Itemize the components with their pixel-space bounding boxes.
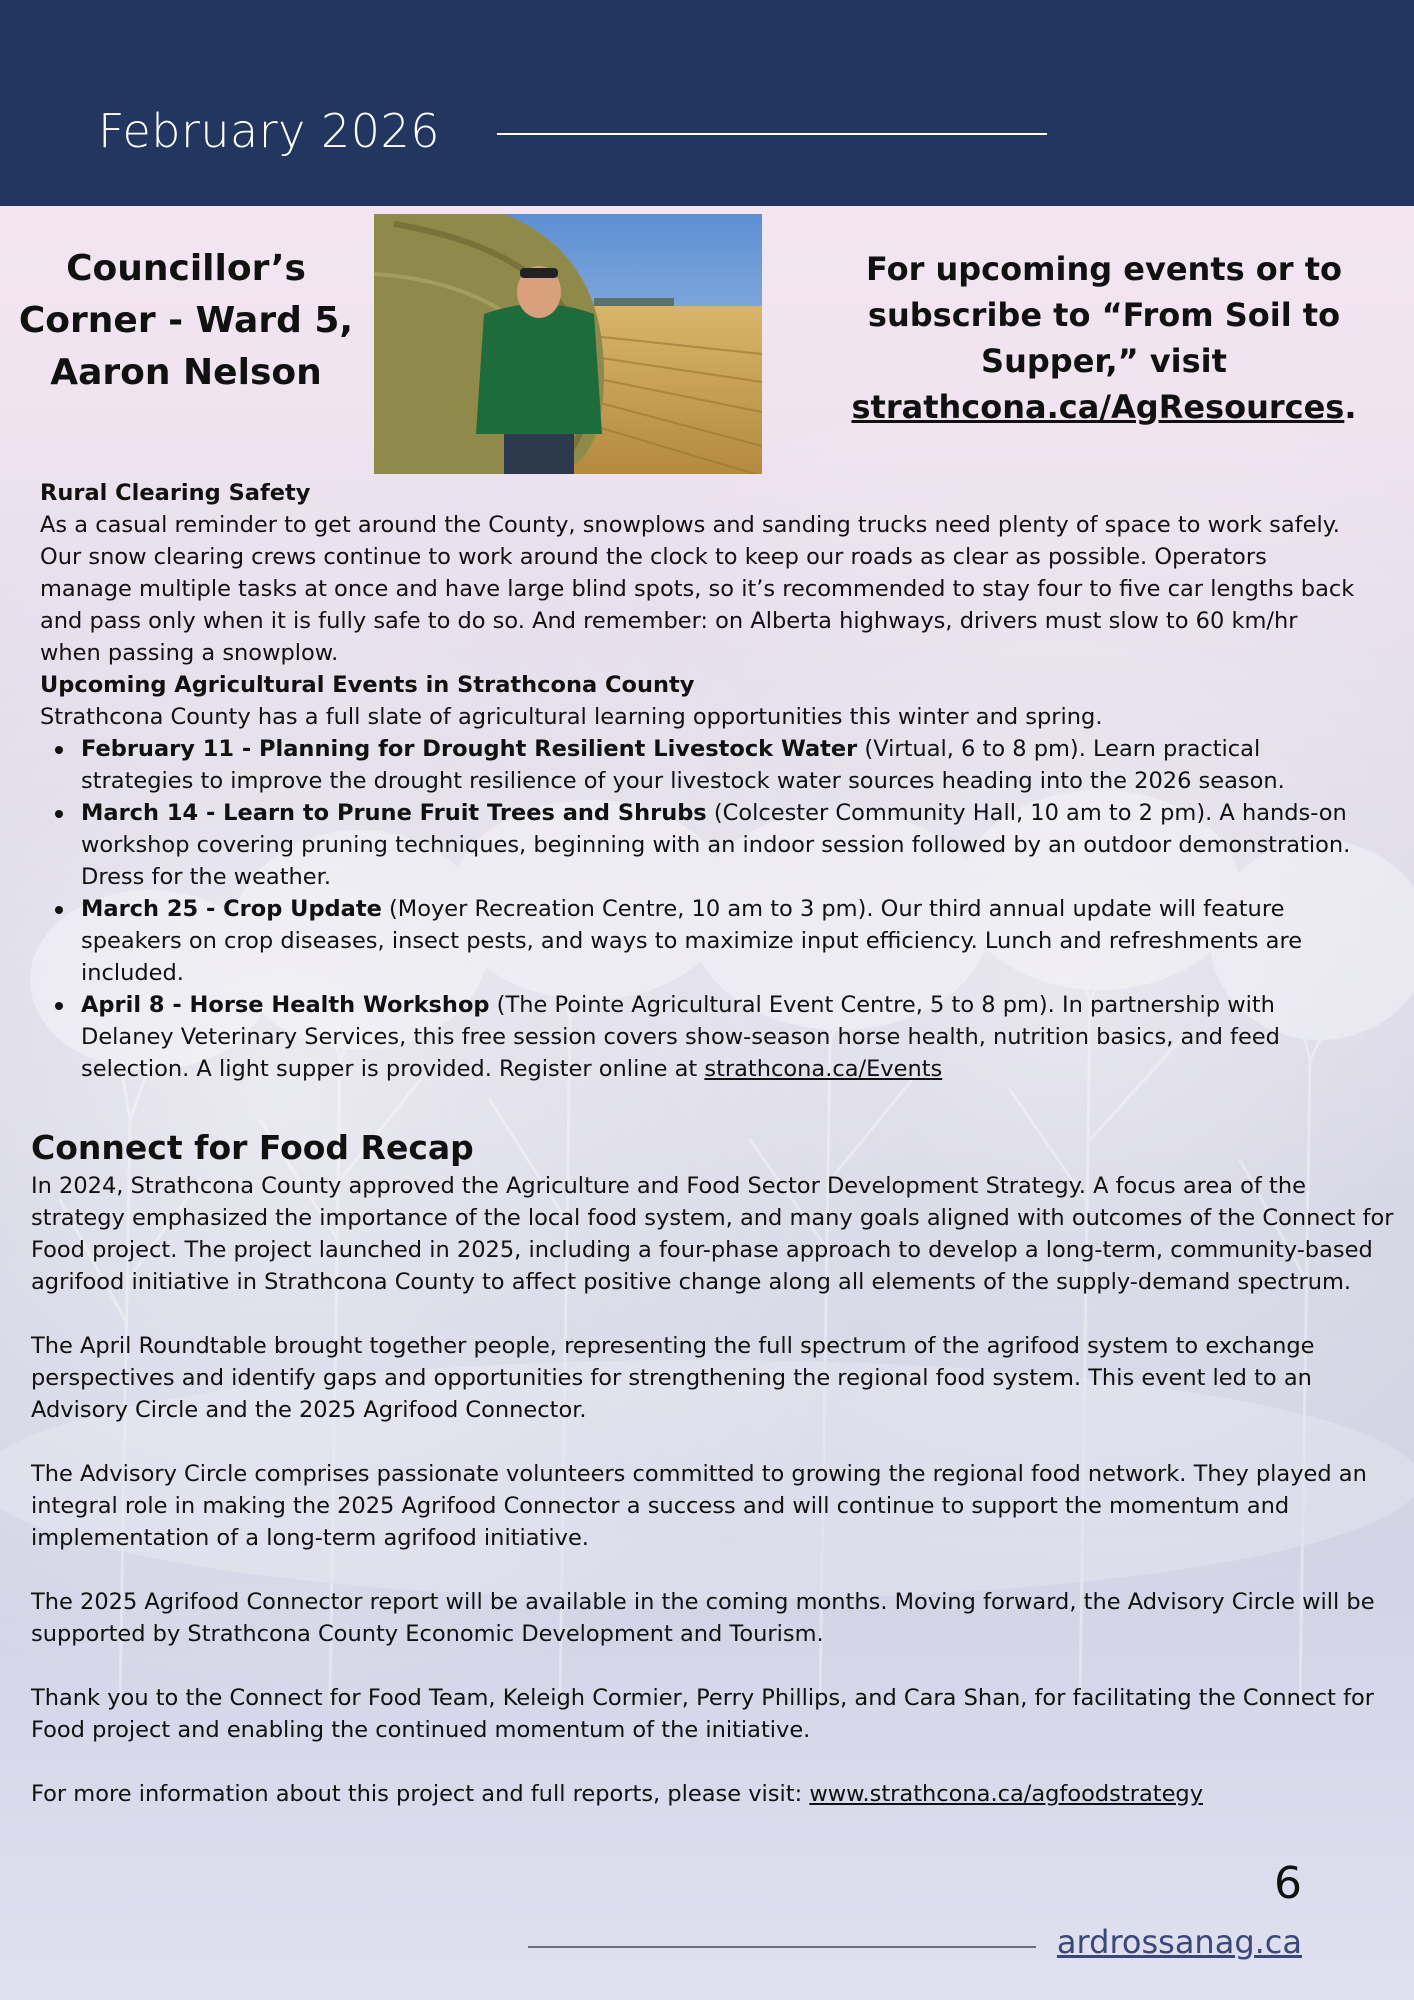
- councillors-corner-title: [10, 243, 362, 399]
- councillor-photo: [374, 214, 762, 474]
- callout-period: .: [1344, 388, 1357, 426]
- callout-line: For upcoming events or to: [866, 250, 1342, 288]
- ag-events-heading: Upcoming Agricultural Events in Strathcona County: [40, 672, 695, 698]
- rural-clearing-section: [40, 477, 1360, 1085]
- ag-events-list: [40, 733, 1360, 1085]
- subscribe-callout: [830, 246, 1378, 430]
- councillor-name: Aaron Nelson: [50, 352, 322, 393]
- footer-divider: [528, 1946, 1036, 1948]
- recap-heading: Connect for Food Recap: [31, 1128, 474, 1167]
- rural-clearing-body: As a casual reminder to get around the County, snowplows and sanding trucks need plenty of space to work safely. Our snow clearing crews continue to work around the clock to keep our roads as clear as possible. Operators manage multiple tasks at once and have large blind spots, so it’s recommended to stay four to five car lengths back and pass only when it is fully safe to do so. And remember: on Alberta highways, drivers must slow to 60 km/hr when passing a snowplow.: [40, 512, 1355, 666]
- recap-paragraph: The April Roundtable brought together people, representing the full spectrum of the agrifood system to exchange perspectives and identify gaps and opportunities for strengthening the regional food system. This event led to an Advisory Circle and the 2025 Agrifood Connector.: [31, 1333, 1315, 1423]
- event-item: [40, 989, 1360, 1085]
- callout-link-line: [830, 384, 1378, 430]
- recap-more-info: [31, 1778, 1401, 1810]
- event-description: (Colcester Community Hall, 10 am to 2 pm). A hands-on workshop covering pruning techniques, beginning with an indoor session followed by an outdoor demonstration. Dress for the weather.: [81, 800, 1351, 890]
- recap-paragraph: Thank you to the Connect for Food Team, Keleigh Cormier, Perry Phillips, and Cara Shan, for facilitating the Connect for Food project and enabling the continued momentum of the initiative.: [31, 1685, 1375, 1743]
- ag-resources-link[interactable]: strathcona.ca/AgResources: [851, 388, 1345, 426]
- callout-line: subscribe to “From Soil to: [867, 296, 1341, 334]
- footer-website-link[interactable]: ardrossanag.ca: [1056, 1923, 1302, 1961]
- councillor-title-line: Corner - Ward 5,: [18, 300, 354, 341]
- events-link[interactable]: strathcona.ca/Events: [704, 1056, 943, 1082]
- page-header: [0, 0, 1414, 206]
- event-description: (Moyer Recreation Centre, 10 am to 3 pm). Our third annual update will feature speakers on crop diseases, insect pests, and ways to maximize input efficiency. Lunch and refreshments are included.: [81, 896, 1303, 986]
- rural-clearing-heading: Rural Clearing Safety: [40, 480, 311, 506]
- callout-line: Supper,” visit: [981, 342, 1227, 380]
- ag-events-intro: Strathcona County has a full slate of agricultural learning opportunities this winter and spring.: [40, 704, 1103, 730]
- event-description: (The Pointe Agricultural Event Centre, 5 to 8 pm). In partnership with Delaney Veterinary Services, this free session covers show-season horse health, nutrition basics, and feed selection. A light supper is provided. Register online at: [81, 992, 1280, 1082]
- header-divider: [497, 133, 1047, 135]
- page-number: 6: [1274, 1858, 1302, 1909]
- event-item: [40, 733, 1360, 797]
- recap-paragraph: The 2025 Agrifood Connector report will be available in the coming months. Moving forward, the Advisory Circle will be supported by Strathcona County Economic Development and Tourism.: [31, 1589, 1375, 1647]
- councillor-title-line: Councillor’s: [66, 248, 306, 289]
- more-info-text: For more information about this project and full reports, please visit:: [31, 1781, 810, 1807]
- event-title: February 11 - Planning for Drought Resilient Livestock Water: [81, 736, 858, 762]
- recap-paragraph: The Advisory Circle comprises passionate volunteers committed to growing the regional food network. They played an integral role in making the 2025 Agrifood Connector a success and will continue to support the momentum and implementation of a long-term agrifood initiative.: [31, 1461, 1367, 1551]
- recap-paragraph: In 2024, Strathcona County approved the Agriculture and Food Sector Development Strategy. A focus area of the strategy emphasized the importance of the local food system, and many goals aligned with outcomes of the Connect for Food project. The project launched in 2025, including a four-phase approach to develop a long-term, community-based agrifood initiative in Strathcona County to affect positive change along all elements of the supply-demand spectrum.: [31, 1173, 1394, 1295]
- connect-for-food-recap: [31, 1126, 1401, 1842]
- event-title: March 25 - Crop Update: [81, 896, 382, 922]
- issue-date: February 2026: [98, 104, 441, 158]
- agfood-strategy-link[interactable]: www.strathcona.ca/agfoodstrategy: [809, 1781, 1204, 1807]
- event-description: (Virtual, 6 to 8 pm). Learn practical strategies to improve the drought resilience of your livestock water sources heading into the 2026 season.: [81, 736, 1285, 794]
- event-item: [40, 893, 1360, 989]
- event-item: [40, 797, 1360, 893]
- event-title: April 8 - Horse Health Workshop: [81, 992, 490, 1018]
- event-title: March 14 - Learn to Prune Fruit Trees and Shrubs: [81, 800, 707, 826]
